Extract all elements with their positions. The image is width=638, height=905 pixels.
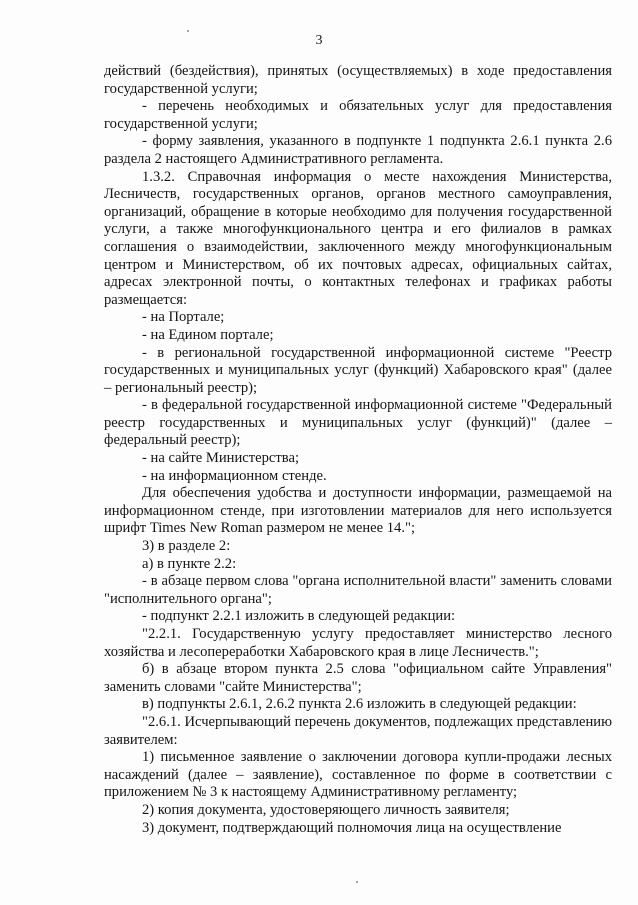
- scan-speck: [356, 881, 358, 883]
- paragraph: - в абзаце первом слова "органа исполнительной власти" заменить словами "исполнительного органа";: [104, 573, 612, 607]
- paragraph: Для обеспечения удобства и доступности информации, размещаемой на информационном стенде, при изготовлении материалов для него используется шрифт Times New Roman размером не менее 14.";: [104, 485, 612, 537]
- paragraph: 1.3.2. Справочная информация о месте нахождения Министерства, Лесничеств, государственных органов, органов местного самоуправления, организаций, обращение в которые необходимо для получения государственной услуги, а также многофункционального центра и его филиалов в рамках соглашения о взаимодействии, заключенного между многофункциональным центром и Министерством, об их почтовых адресах, официальных сайтах, адресах электронной почты, о контактных телефонах и графиках работы размещается:: [104, 168, 612, 308]
- paragraph: - на сайте Министерства;: [142, 450, 300, 467]
- paragraph: "2.2.1. Государственную услугу предоставляет министерство лесного хозяйства и лесопереработки Хабаровского края в лице Лесничеств.";: [104, 626, 612, 660]
- paragraph: - перечень необходимых и обязательных услуг для предоставления государственной услуги;: [104, 98, 612, 132]
- page-number: 3: [315, 33, 323, 48]
- paragraph: - в федеральной государственной информационной системе "Федеральный реестр государственных и муниципальных услуг (функций)" (далее – федеральный реестр);: [104, 397, 612, 449]
- paragraph: б) в абзаце втором пункта 2.5 слова "официальном сайте Управления" заменить словами "сайте Министерства";: [104, 661, 612, 695]
- paragraph: "2.6.1. Исчерпывающий перечень документов, подлежащих представлению заявителем:: [104, 713, 612, 748]
- paragraph: - на информационном стенде.: [142, 467, 327, 484]
- paragraph: 3) документ, подтверждающий полномочия лица на осуществление: [142, 819, 562, 836]
- paragraph: - подпункт 2.2.1 изложить в следующей редакции:: [142, 608, 456, 625]
- paragraph: а) в пункте 2.2:: [142, 555, 237, 572]
- paragraph: - в региональной государственной информационной системе "Реестр государственных и муниципальных услуг (функций) Хабаровского края" (далее – региональный реестр);: [104, 344, 612, 396]
- paragraph: действий (бездействия), принятых (осуществляемых) в ходе предоставления государственной услуги;: [104, 63, 612, 97]
- paragraph: 3) в разделе 2:: [142, 538, 231, 555]
- paragraph: - на Едином портале;: [142, 326, 274, 343]
- paragraph: в) подпункты 2.6.1, 2.6.2 пункта 2.6 изложить в следующей редакции:: [142, 696, 577, 713]
- paragraph: 2) копия документа, удостоверяющего личность заявителя;: [142, 801, 510, 818]
- paragraph: - форму заявления, указанного в подпункте 1 подпункта 2.6.1 пункта 2.6 раздела 2 настоящего Административного регламента.: [104, 133, 612, 167]
- paragraph: 1) письменное заявление о заключении договора купли-продажи лесных насаждений (далее – заявление), составленное по форме в соответствии с приложением № 3 к настоящему Административному регламенту;: [104, 749, 612, 801]
- document-body: [104, 63, 612, 837]
- paragraph: - на Портале;: [142, 309, 225, 326]
